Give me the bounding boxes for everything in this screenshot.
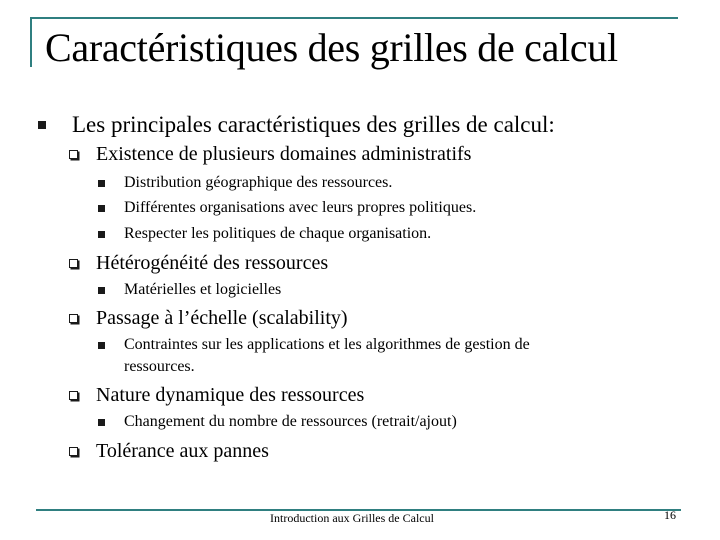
section-1-item-3: Respecter les politiques de chaque organisation. xyxy=(124,225,432,242)
bullet-small-square-icon xyxy=(98,342,105,349)
bullet-hollow-square-icon xyxy=(69,447,78,456)
slide-title: Caractéristiques des grilles de calcul xyxy=(45,25,618,70)
section-3-item-1: Contraintes sur les applications et les algorithmes de gestion de xyxy=(124,336,530,353)
section-4-item-1: Changement du nombre de ressources (retrait/ajout) xyxy=(124,413,457,430)
section-1-item-2: Différentes organisations avec leurs propres politiques. xyxy=(124,199,477,216)
bullet-hollow-square-icon xyxy=(69,314,78,323)
bullet-hollow-square-icon xyxy=(69,391,78,400)
section-1-label: Existence de plusieurs domaines administratifs xyxy=(96,143,472,165)
section-3-item-1-cont: ressources. xyxy=(124,358,195,375)
section-1-item-1: Distribution géographique des ressources. xyxy=(124,174,393,191)
section-3-label: Passage à l’échelle (scalability) xyxy=(96,307,348,329)
section-4-label: Nature dynamique des ressources xyxy=(96,384,365,406)
section-2-label: Hétérogénéité des ressources xyxy=(96,252,329,274)
bullet-square-icon xyxy=(38,121,46,129)
section-2-item-1: Matérielles et logicielles xyxy=(124,281,282,298)
bullet-small-square-icon xyxy=(98,180,105,187)
section-5-label: Tolérance aux pannes xyxy=(96,440,269,462)
bullet-small-square-icon xyxy=(98,287,105,294)
bullet-hollow-square-icon xyxy=(69,259,78,268)
title-frame-left xyxy=(30,17,32,67)
bullet-small-square-icon xyxy=(98,205,105,212)
bullet-small-square-icon xyxy=(98,231,105,238)
footer-text: Introduction aux Grilles de Calcul xyxy=(270,511,434,525)
bullet-hollow-square-icon xyxy=(69,150,78,159)
page-number: 16 xyxy=(664,508,676,522)
main-point: Les principales caractéristiques des grilles de calcul: xyxy=(72,112,555,137)
bullet-small-square-icon xyxy=(98,419,105,426)
title-frame-top xyxy=(30,17,678,19)
